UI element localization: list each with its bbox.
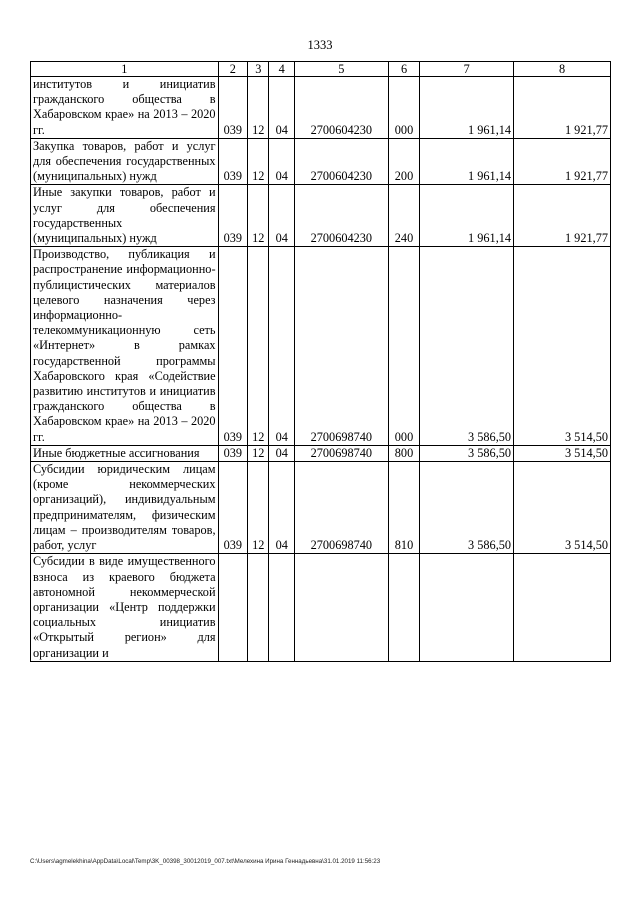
amount-col8 bbox=[514, 554, 611, 661]
amount-col7 bbox=[420, 554, 514, 661]
amount-col7: 3 586,50 bbox=[420, 462, 514, 554]
type-code: 000 bbox=[388, 247, 420, 446]
amount-col8: 1 921,77 bbox=[514, 138, 611, 185]
type-code: 000 bbox=[388, 77, 420, 139]
ministry-code: 039 bbox=[218, 185, 248, 247]
column-header: 5 bbox=[294, 62, 388, 77]
row-name: Субсидии в виде имущественного взноса из краевого бюджета автономной некоммерческой организации «Центр поддержки социальных инициатив «Открытый регион» для организации и bbox=[31, 554, 219, 661]
column-header: 1 bbox=[31, 62, 219, 77]
page-number: 1333 bbox=[307, 38, 333, 52]
amount-col8: 1 921,77 bbox=[514, 185, 611, 247]
ministry-code bbox=[218, 554, 248, 661]
table-row bbox=[31, 77, 611, 139]
target-code: 2700698740 bbox=[294, 247, 388, 446]
amount-col7: 1 961,14 bbox=[420, 77, 514, 139]
section-code: 12 bbox=[248, 462, 269, 554]
table-row bbox=[31, 247, 611, 446]
type-code: 810 bbox=[388, 462, 420, 554]
ministry-code: 039 bbox=[218, 247, 248, 446]
subsection-code: 04 bbox=[269, 462, 294, 554]
target-code: 2700604230 bbox=[294, 185, 388, 247]
header-row bbox=[31, 62, 611, 77]
column-header: 8 bbox=[514, 62, 611, 77]
amount-col7: 3 586,50 bbox=[420, 445, 514, 461]
row-name: Иные закупки товаров, работ и услуг для обеспечения государственных (муниципальных) нужд bbox=[31, 185, 219, 247]
amount-col8: 3 514,50 bbox=[514, 462, 611, 554]
section-code: 12 bbox=[248, 185, 269, 247]
target-code bbox=[294, 554, 388, 661]
column-header: 2 bbox=[218, 62, 248, 77]
table-row bbox=[31, 185, 611, 247]
type-code bbox=[388, 554, 420, 661]
amount-col8: 3 514,50 bbox=[514, 247, 611, 446]
amount-col7: 1 961,14 bbox=[420, 185, 514, 247]
subsection-code: 04 bbox=[269, 445, 294, 461]
type-code: 200 bbox=[388, 138, 420, 185]
column-header: 6 bbox=[388, 62, 420, 77]
section-code: 12 bbox=[248, 247, 269, 446]
target-code: 2700698740 bbox=[294, 462, 388, 554]
ministry-code: 039 bbox=[218, 77, 248, 139]
ministry-code: 039 bbox=[218, 138, 248, 185]
column-header: 4 bbox=[269, 62, 294, 77]
subsection-code: 04 bbox=[269, 247, 294, 446]
row-name: институтов и инициатив гражданского общества в Хабаровском крае» на 2013 – 2020 гг. bbox=[31, 77, 219, 139]
file-path-footer: C:\Users\agmelekhina\AppData\Local\Temp\3K_00398_30012019_007.txt\Мелехина Ирина Геннадьевна\31.01.2019 11:56:23 bbox=[30, 858, 381, 865]
row-name: Производство, публикация и распространение информационно-публицистических материалов целевого назначения через информационно-телекоммуникационную сеть «Интернет» в рамках государственной программы Хабаровского края «Содействие развитию институтов и инициатив гражданского общества в Хабаровском крае» на 2013 – 2020 гг. bbox=[31, 247, 219, 446]
target-code: 2700604230 bbox=[294, 138, 388, 185]
ministry-code: 039 bbox=[218, 445, 248, 461]
subsection-code: 04 bbox=[269, 138, 294, 185]
amount-col8: 3 514,50 bbox=[514, 445, 611, 461]
row-name: Иные бюджетные ассигнования bbox=[31, 445, 219, 461]
subsection-code bbox=[269, 554, 294, 661]
table-row bbox=[31, 554, 611, 661]
subsection-code: 04 bbox=[269, 77, 294, 139]
section-code: 12 bbox=[248, 138, 269, 185]
type-code: 240 bbox=[388, 185, 420, 247]
type-code: 800 bbox=[388, 445, 420, 461]
row-name: Закупка товаров, работ и услуг для обеспечения государственных (муниципальных) нужд bbox=[31, 138, 219, 185]
ministry-code: 039 bbox=[218, 462, 248, 554]
target-code: 2700698740 bbox=[294, 445, 388, 461]
section-code: 12 bbox=[248, 445, 269, 461]
amount-col8: 1 921,77 bbox=[514, 77, 611, 139]
table-row bbox=[31, 138, 611, 185]
section-code: 12 bbox=[248, 77, 269, 139]
subsection-code: 04 bbox=[269, 185, 294, 247]
amount-col7: 3 586,50 bbox=[420, 247, 514, 446]
row-name: Субсидии юридическим лицам (кроме некоммерческих организаций), индивидуальным предпринимателям, физическим лицам – производителям товаров, работ, услуг bbox=[31, 462, 219, 554]
table-row bbox=[31, 462, 611, 554]
budget-table bbox=[30, 61, 611, 662]
column-header: 7 bbox=[420, 62, 514, 77]
section-code bbox=[248, 554, 269, 661]
target-code: 2700604230 bbox=[294, 77, 388, 139]
amount-col7: 1 961,14 bbox=[420, 138, 514, 185]
table-row bbox=[31, 445, 611, 461]
column-header: 3 bbox=[248, 62, 269, 77]
